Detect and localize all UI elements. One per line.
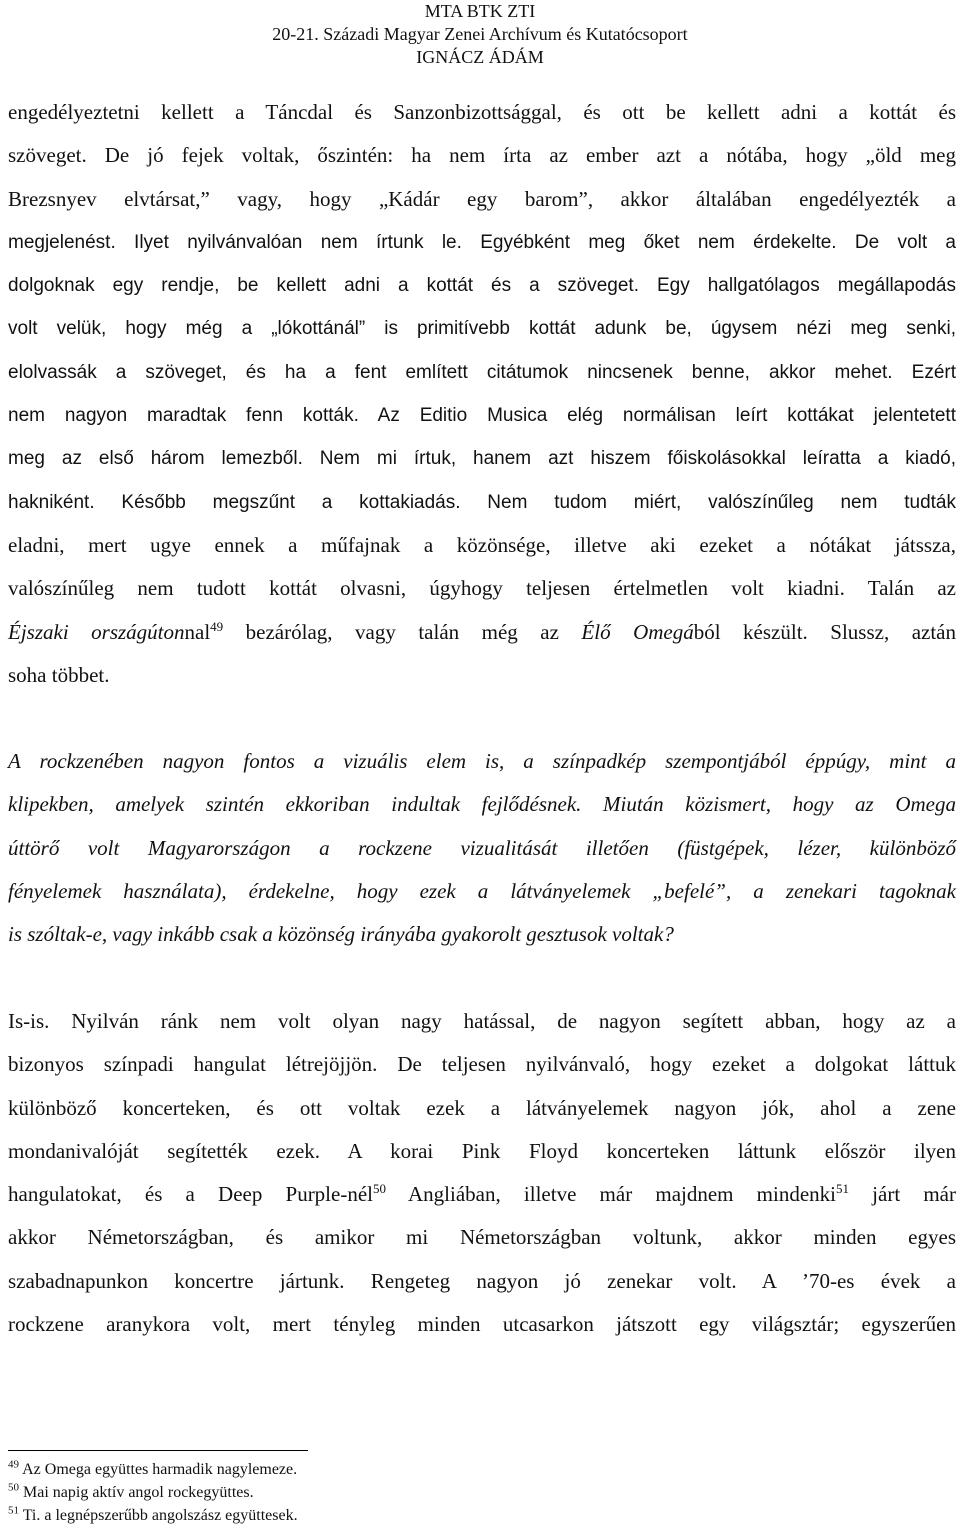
footnote-ref[interactable]: 50	[373, 1181, 386, 1197]
text-line: nem nagyon maradtak fenn kották. Az Editio Musica elég normálisan leírt kottákat jelentetett	[8, 405, 956, 427]
paragraph-question	[8, 740, 956, 956]
text-line: valószínűleg nem tudott kottát olvasni, úgyhogy teljesen értelmetlen volt kiadni. Talán az	[8, 576, 956, 601]
text-span: bezárólag, vagy talán még az	[223, 619, 582, 644]
text-line: akkor Németországban, és amikor mi Németországban voltunk, akkor minden egyes	[8, 1225, 956, 1250]
footnote-divider	[8, 1450, 308, 1451]
text-span: Ilyet nyilvánvalóan nem írtunk le. Egyébként meg őket nem érdekelte. De volt a	[115, 231, 956, 253]
footnote-number: 51	[8, 1504, 19, 1517]
text-line: dolgoknak egy rendje, be kellett adni a kottát és a szöveget. Egy hallgatólagos megállapodás	[8, 275, 956, 297]
text-line: rockzene aranykora volt, mert tényleg minden utcasarkon játszott egy világsztár; egyszerűen	[8, 1312, 956, 1337]
paragraph-answer-1	[8, 91, 956, 697]
text-line: különböző koncerteken, és ott voltak ezek a látványelemek nagyon jók, ahol a zene	[8, 1095, 956, 1120]
paragraph-answer-2	[8, 1000, 956, 1346]
footnote	[8, 1504, 948, 1527]
text-line: volt velük, hogy még a „lókottánál” is primitívebb kottát adunk be, úgysem nézi meg senki,	[8, 318, 956, 340]
footnotes	[8, 1458, 948, 1527]
text-line: bizonyos színpadi hangulat létrejöjjön. De teljesen nyilvánvaló, hogy ezeket a dolgokat láttuk	[8, 1052, 956, 1077]
text-span: megjelenést.	[8, 231, 116, 253]
album-title: Élő Omegá	[581, 619, 694, 644]
text-line: meg az első három lemezből. Nem mi írtuk, hanem azt hiszem főiskolásokkal leíratta a kiadó,	[8, 448, 956, 470]
text-line: szöveget. De jó fejek voltak, őszintén: ha nem írta az ember azt a nótába, hogy „öld meg	[8, 143, 956, 168]
text-line: Brezsnyev elvtársat,” vagy, hogy „Kádár egy barom”, akkor általában engedélyezték a	[8, 186, 956, 211]
text-line: hakniként. Később megszűnt a kottakiadás. Nem tudom miért, valószínűleg nem tudták	[8, 491, 956, 513]
text-line: eladni, mert ugye ennek a műfajnak a közönsége, illetve aki ezeket a nótákat játssza,	[8, 532, 956, 557]
text-line: A rockzenében nagyon fontos a vizuális elem is, a színpadkép szempontjából éppúgy, mint a	[8, 749, 956, 773]
page-header	[0, 0, 960, 69]
footnote-number: 49	[8, 1458, 19, 1471]
text-span: Angliában, illetve már majdnem mindenki	[386, 1182, 837, 1207]
text-line: klipekben, amelyek szintén ekkoriban indultak fejlődésnek. Miután közismert, hogy az Omega	[8, 792, 956, 817]
text-line: fényelemek használata), érdekelne, hogy ezek a látványelemek „befelé”, a zenekari tagoknak	[8, 878, 956, 903]
text-line: elolvassák a szöveget, és ha a fent említett citátumok nincsenek benne, akkor mehet. Ezért	[8, 361, 956, 383]
text-line	[8, 221, 956, 264]
footnote	[8, 1481, 948, 1504]
header-author: IGNÁCZ ÁDÁM	[416, 47, 544, 67]
footnote-ref[interactable]: 49	[210, 618, 224, 634]
text-span: járt már	[849, 1182, 956, 1207]
text-line: mondanivalóját segítették ezek. A korai Pink Floyd koncerteken láttunk először ilyen	[8, 1138, 956, 1163]
text-span: ból készült. Slussz, aztán	[693, 619, 957, 644]
text-line	[8, 1173, 956, 1216]
text-line: Is-is. Nyilván ránk nem volt olyan nagy hatással, de nagyon segített abban, hogy az a	[8, 1009, 956, 1033]
footnote-number: 50	[8, 1481, 19, 1494]
header-institution: MTA BTK ZTI	[424, 1, 536, 21]
footnote-ref[interactable]: 51	[836, 1181, 850, 1197]
header-archive: 20-21. Századi Magyar Zenei Archívum és Kutatócsoport	[272, 24, 688, 44]
footnote-text: Ti. a legnépszerűbb angolszász együttesek.	[19, 1507, 298, 1524]
album-title: Éjszaki országúton	[8, 619, 185, 644]
text-line: úttörő volt Magyarországon a rockzene vizualitását illetően (füstgépek, lézer, különböző	[8, 835, 956, 860]
text-line: soha többet.	[8, 662, 110, 687]
footnote-text: Mai napig aktív angol rockegyüttes.	[19, 1484, 254, 1501]
footnote	[8, 1458, 948, 1481]
text-line: is szóltak-e, vagy inkább csak a közönség irányába gyakorolt gesztusok voltak?	[8, 922, 674, 947]
text-line: engedélyeztetni kellett a Táncdal és Sanzonbizottsággal, és ott be kellett adni a kottát és	[8, 100, 956, 124]
text-span: hangulatokat, és a Deep Purple-nél	[8, 1182, 373, 1207]
text-line	[8, 611, 956, 654]
text-span: nal	[184, 619, 211, 644]
footnote-text: Az Omega együttes harmadik nagylemeze.	[19, 1461, 298, 1478]
text-line: szabadnapunkon koncertre jártunk. Rengeteg nagyon jó zenekar volt. A ’70-es évek a	[8, 1268, 956, 1293]
